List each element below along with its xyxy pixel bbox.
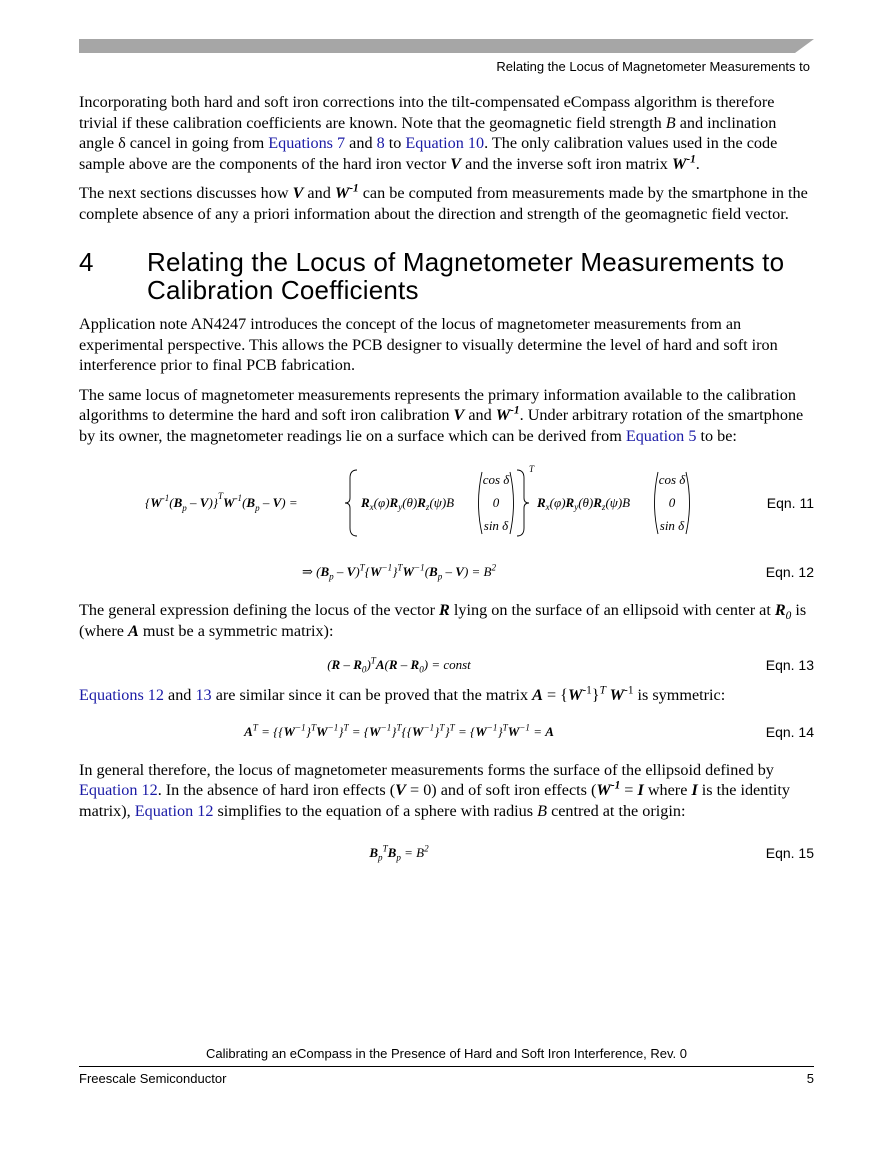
link-equation-12-b[interactable]: Equation 12: [134, 801, 214, 820]
paragraph-intro: Incorporating both hard and soft iron corrections into the tilt-compensated eCompass algorithm is therefore trivial if these calibration coefficients are known. Note that the geomagnetic field strength B and inclination angle δ cancel in going from Equations 7 and 8 to Equation 10. The only calibration values used in the code sample above are the components of the hard iron vector V and the inverse soft iron matrix $W^{-1}$.: [79, 93, 778, 173]
section-title: Relating the Locus of Magnetometer Measurements to Calibration Coefficients: [147, 247, 785, 305]
equation-13: $(R - R_0)^TA(R - R_0)$ = const Eqn. 13: [327, 655, 814, 675]
page-number: 5: [806, 1071, 814, 1086]
paragraph-ellipsoid: The general expression defining the locus of the vector R lying on the surface of an ellipsoid with center at $R_0$ is (where A must be a symmetric matrix):: [79, 601, 807, 640]
page-content: [79, 92, 814, 869]
footer-company: Freescale Semiconductor: [79, 1071, 227, 1086]
eqn11-vector-sin: sin δ: [483, 518, 509, 533]
link-equation-13[interactable]: 13: [195, 686, 212, 704]
paragraph-sphere: In general therefore, the locus of magnetometer measurements forms the surface of the ellipsoid defined by Equation 12. In the absence of hard iron effects (V = 0) and of soft iron effects ($W^{-1} = I$ where I is the identity matrix), Equation 12 simplifies to the equation of a sphere with radius B centred at the origin:: [79, 760, 790, 820]
link-equation-10[interactable]: Equation 10: [405, 134, 485, 152]
svg-text:Rx(φ)Ry(θ)Rz(ψ)B: $R_x(\varphi)R_y(\theta)R_z(\psi)B$: [537, 495, 631, 512]
eqn11-vector-zero: 0: [492, 495, 500, 510]
equation-12: ⇒ $(B_p - V)^T\{W^{-1}\}^TW^{-1}(B_p - V) = B^2$ Eqn. 12: [301, 562, 814, 582]
footer-document-title: Calibrating an eCompass in the Presence of Hard and Soft Iron Interference, Rev. 0: [205, 1046, 688, 1061]
link-equations-7[interactable]: Equations 7: [268, 134, 346, 152]
link-equation-5[interactable]: Equation 5: [625, 426, 697, 445]
equation-15-label: Eqn. 15: [765, 845, 814, 861]
header-bar: [79, 39, 814, 53]
running-header: Relating the Locus of Magnetometer Measurements to: [496, 59, 810, 74]
equation-14: $A^T = \{\{W^{-1}\}^TW^{-1}\}^T = \{W^{-1}\}^T\{\{W^{-1}\}^T\}^T = \{W^{-1}\}^TW^{-1} = A$ Eqn. 14: [244, 722, 814, 740]
paragraph-locus: The same locus of magnetometer measurements represents the primary information available to the calibration algorithms to determine the hard and soft iron calibration V and $W^{-1}$. Under arbitrary rotation of the smartphone by its owner, the magnetometer readings lie on a surface which can be derived from Equation 5 to be:: [79, 385, 804, 445]
equation-12-label: Eqn. 12: [765, 564, 814, 580]
paragraph-next-sections: The next sections discusses how V and $W^{-1}$ can be computed from measurements made by the smartphone in the complete absence of any a priori information about the direction and strength of the geomagnetic field vector.: [79, 182, 808, 223]
svg-text:0: 0: [668, 495, 676, 510]
equation-11-label: Eqn. 11: [766, 495, 814, 511]
paragraph-an4247: Application note AN4247 introduces the concept of the locus of magnetometer measurements from an experimental perspective. This allows the PCB designer to visually determine the level of hard and soft iron interference prior to final PCB fabrication.: [79, 315, 778, 374]
svg-text:Rx(φ)Ry(θ)Rz(ψ)B: $R_x(\varphi)R_y(\theta)R_z(\psi)B$: [361, 495, 455, 512]
eqn11-vector-cos: cos δ: [482, 472, 510, 487]
link-equations-12[interactable]: Equations 12: [79, 686, 164, 704]
equation-14-label: Eqn. 14: [765, 723, 814, 740]
paragraph-symmetric: Equations 12 and 13 are similar since it can be proved that the matrix $A = \{W^{-1}\}^T$ $W^{-1}$ is symmetric:: [79, 684, 726, 704]
svg-text:T: T: [529, 464, 535, 474]
equation-11: [79, 464, 814, 542]
section-number: 4: [79, 247, 94, 277]
svg-text:sin δ: sin δ: [659, 518, 685, 533]
section-heading: [79, 248, 814, 304]
svg-text:cos δ: cos δ: [658, 472, 686, 487]
footer-divider: [79, 1066, 814, 1067]
equation-15: $B_p^TB_p = B^2$ Eqn. 15: [369, 843, 814, 863]
link-equation-8[interactable]: 8: [376, 134, 385, 152]
svg-text:{W-1(Bp – V)}TW-1(Bp – V) =: $\{W^{-1}(B_p - V)\}^TW^{-1}(B_p - V)$ =: [145, 491, 298, 513]
link-equation-12-a[interactable]: Equation 12: [79, 781, 158, 799]
equation-13-label: Eqn. 13: [765, 657, 814, 673]
